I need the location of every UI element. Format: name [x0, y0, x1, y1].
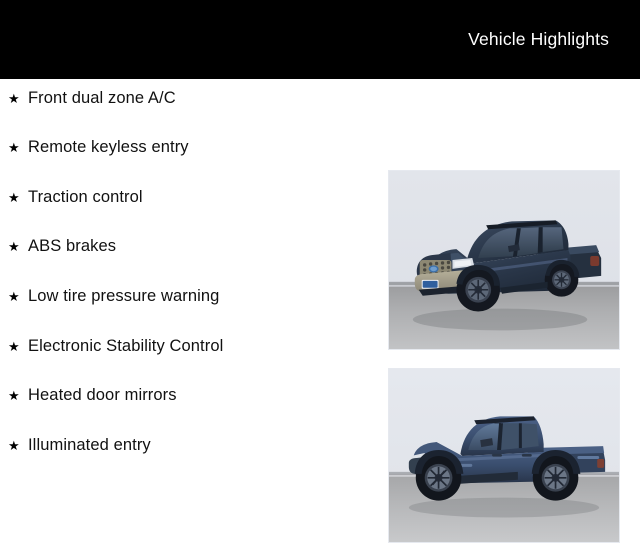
- content-area: [0, 79, 640, 480]
- list-item: [8, 285, 219, 307]
- list-item: [8, 385, 177, 407]
- list-item: [8, 87, 176, 109]
- feature-label: Electronic Stability Control: [28, 336, 224, 355]
- star-bullet-icon: ★: [8, 338, 20, 354]
- star-bullet-icon: ★: [8, 140, 20, 156]
- feature-label: Illuminated entry: [28, 435, 151, 454]
- page-header: [0, 0, 640, 79]
- star-bullet-icon: ★: [8, 189, 20, 205]
- feature-label: Traction control: [28, 187, 143, 206]
- list-item: [8, 236, 116, 258]
- vehicle-photo-side-profile[interactable]: [388, 368, 620, 543]
- star-bullet-icon: ★: [8, 437, 20, 453]
- feature-label: Remote keyless entry: [28, 138, 189, 157]
- feature-label: Front dual zone A/C: [28, 88, 176, 107]
- feature-label: ABS brakes: [28, 237, 117, 256]
- list-item: [8, 434, 151, 456]
- star-bullet-icon: ★: [8, 288, 20, 304]
- page-title: Vehicle Highlights: [468, 29, 609, 49]
- star-bullet-icon: ★: [8, 239, 20, 255]
- list-item: [8, 137, 189, 159]
- feature-label: Heated door mirrors: [28, 386, 177, 405]
- list-item: [8, 335, 223, 357]
- vehicle-photo-front-three-quarter[interactable]: [388, 170, 620, 350]
- list-item: [8, 186, 143, 208]
- star-bullet-icon: ★: [8, 90, 20, 106]
- star-bullet-icon: ★: [8, 388, 20, 404]
- feature-label: Low tire pressure warning: [28, 286, 220, 305]
